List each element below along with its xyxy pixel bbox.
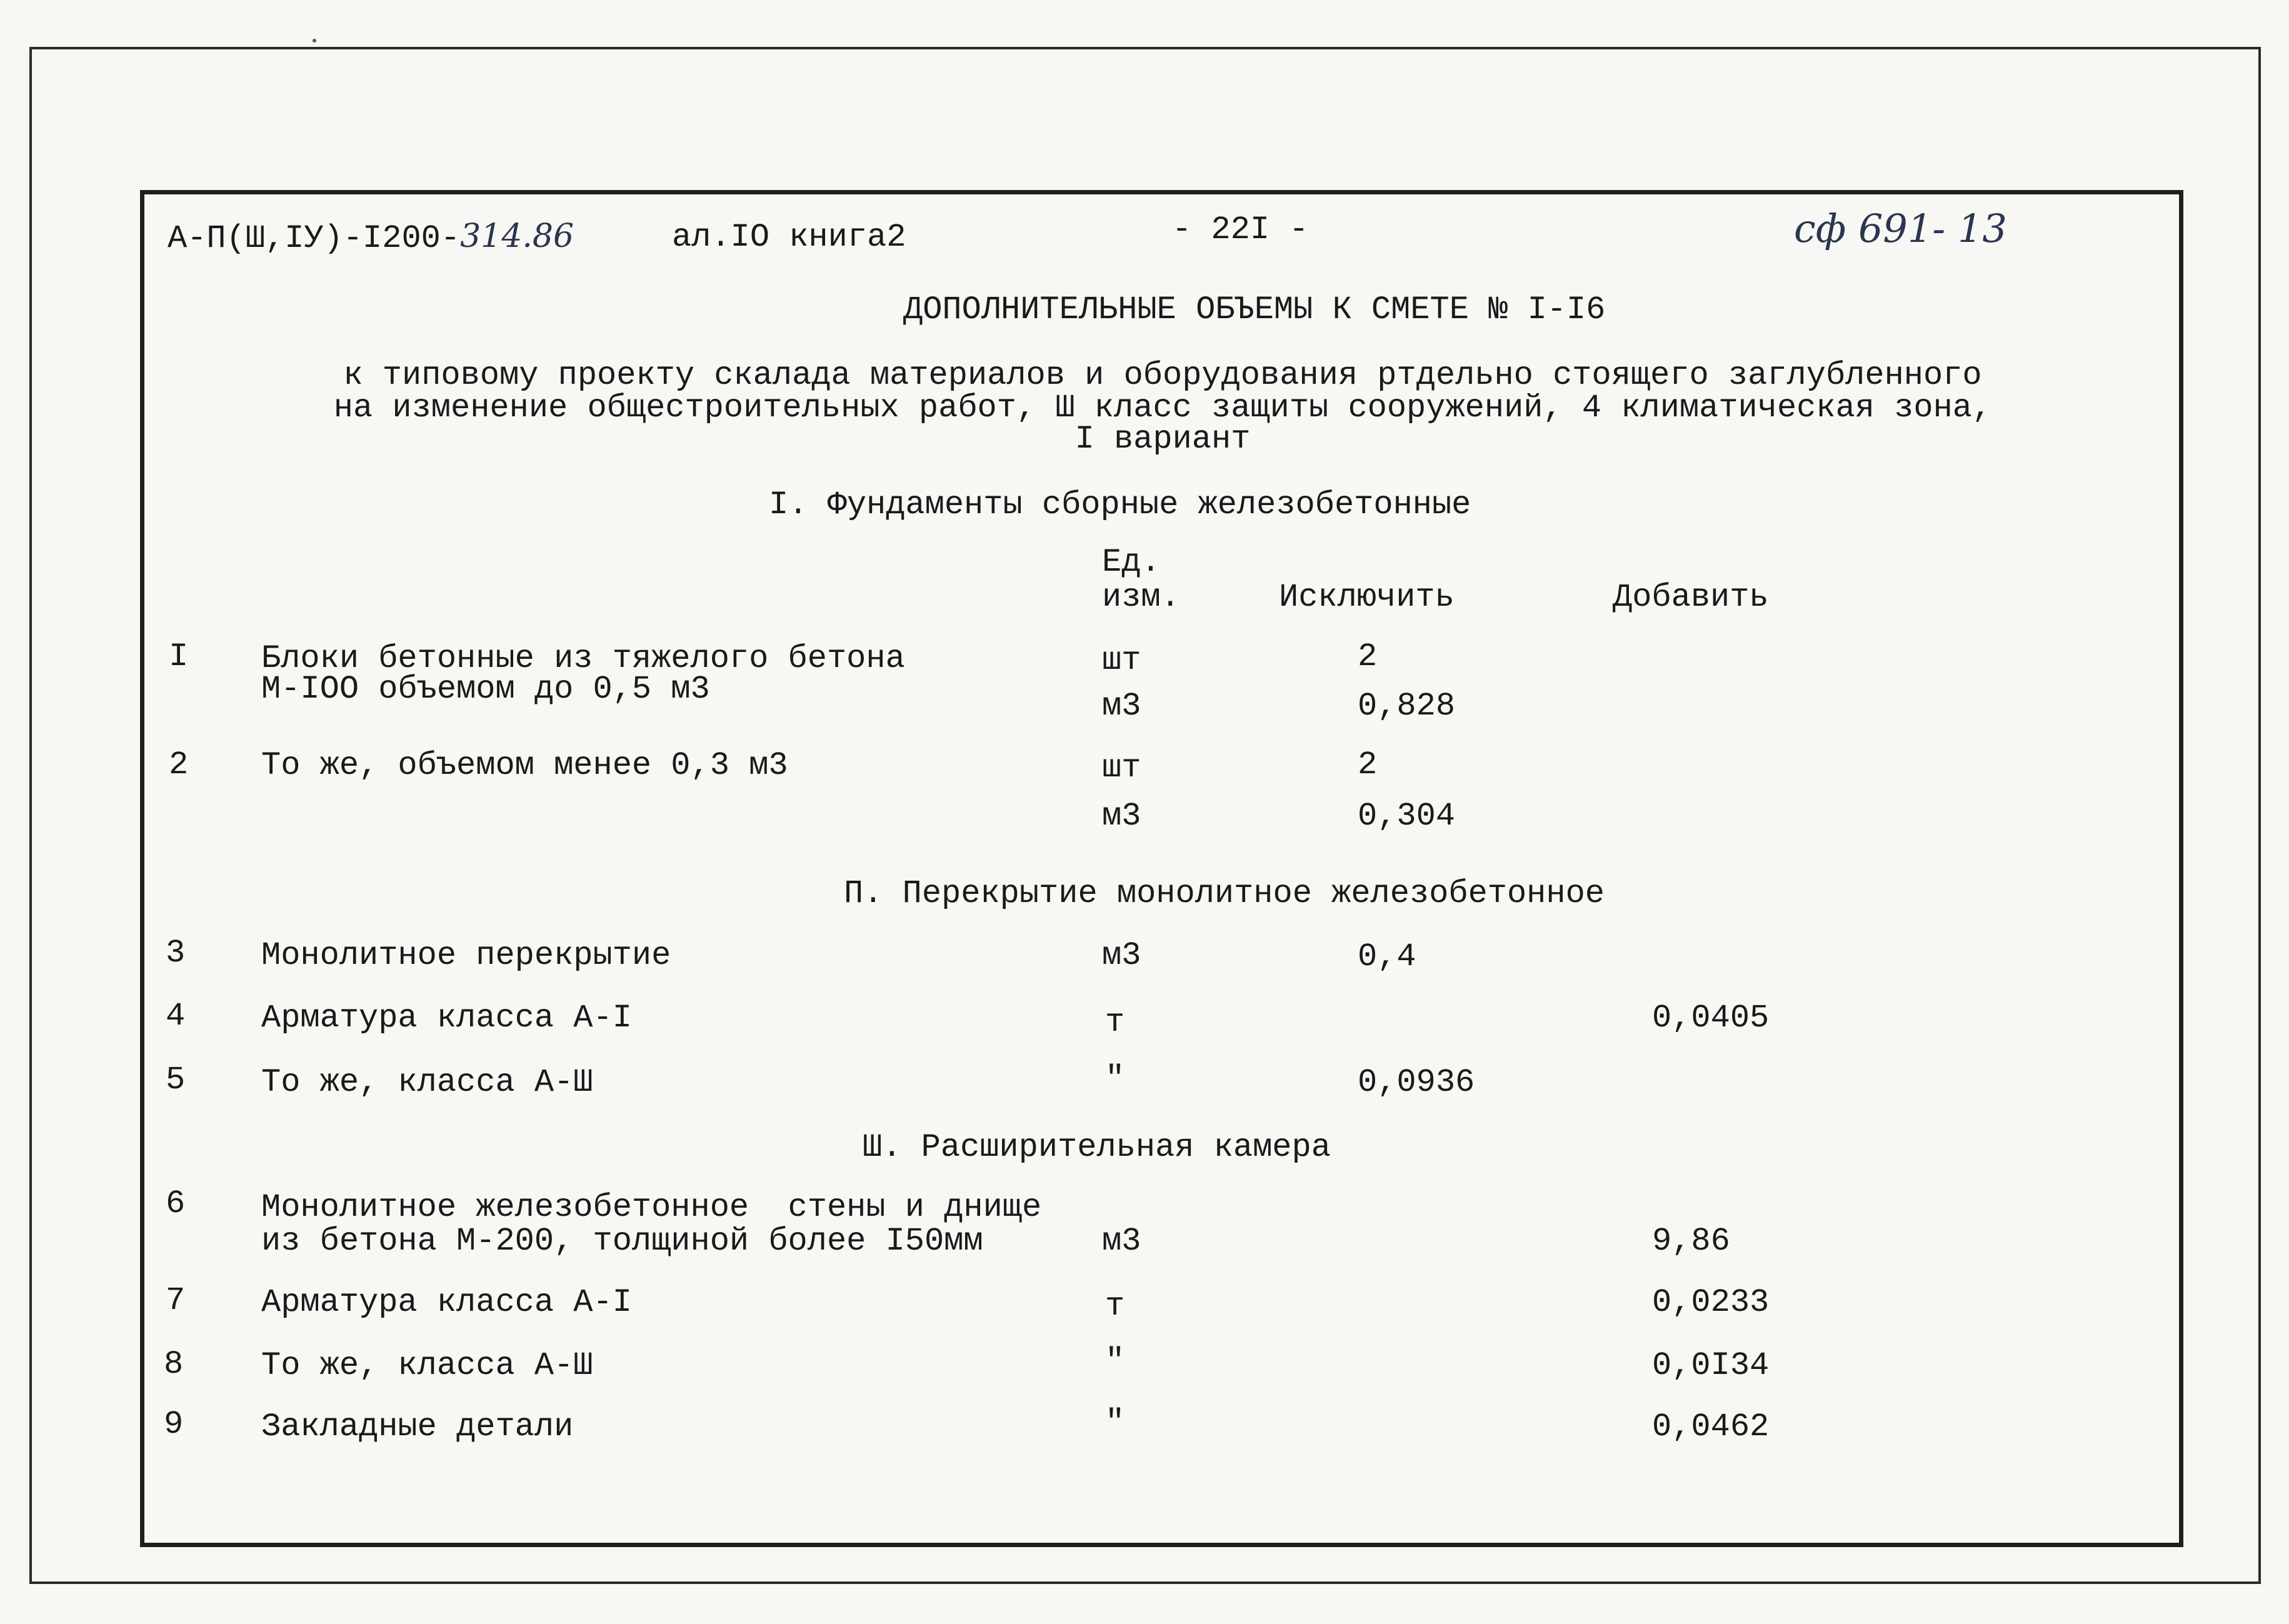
row-exclude-value: 0,0936	[1358, 1064, 1475, 1101]
row-description: То же, объемом менее 0,3 м3	[261, 747, 788, 784]
handwritten-reference: сф 691- 13	[1794, 206, 2007, 251]
row-exclude-value: 2	[1358, 746, 1378, 783]
row-number: 5	[166, 1061, 186, 1098]
row-exclude-value: 0,4	[1358, 938, 1416, 975]
row-unit: т	[1105, 1288, 1125, 1325]
row-description: Блоки бетонные из тяжелого бетона	[261, 640, 905, 677]
row-description: Арматура класса А-I	[261, 1000, 632, 1036]
row-add-value: 0,0462	[1652, 1408, 1770, 1445]
document-code-typed: А-П(Ш,IУ)-I200-	[168, 220, 461, 257]
column-header-exclude: Исключить	[1279, 579, 1455, 616]
row-unit: м3	[1102, 937, 1141, 974]
section-title: П. Перекрытие монолитное железобетонное	[844, 875, 1605, 912]
row-number: 7	[166, 1282, 186, 1319]
row-unit: шт	[1102, 749, 1141, 786]
row-description: Монолитное перекрытие	[261, 937, 671, 974]
subtitle-line-2: на изменение общестроительных работ, Ш класс защиты сооружений, 4 климатическая зона,	[333, 389, 1992, 426]
row-description: Закладные детали	[261, 1408, 574, 1445]
document-code	[168, 220, 574, 255]
row-description: То же, класса А-Ш	[261, 1064, 593, 1101]
row-description: из бетона М-200, толщиной более I50мм	[261, 1223, 983, 1260]
row-number: 3	[166, 935, 186, 971]
row-description: Арматура класса А-I	[261, 1284, 632, 1321]
row-unit: "	[1105, 1404, 1125, 1441]
row-add-value: 9,86	[1652, 1223, 1730, 1260]
row-add-value: 0,0233	[1652, 1284, 1770, 1321]
row-number: 8	[164, 1346, 184, 1383]
row-exclude-value: 0,304	[1358, 798, 1456, 835]
row-exclude-value: 0,828	[1358, 688, 1456, 724]
page-number: - 22I -	[1172, 211, 1309, 248]
column-header-unit: Ед.	[1102, 544, 1161, 581]
section-title: I. Фундаменты сборные железобетонные	[769, 486, 1471, 523]
row-add-value: 0,0405	[1652, 1000, 1770, 1036]
row-unit: т	[1105, 1004, 1125, 1041]
section-title: Ш. Расширительная камера	[863, 1129, 1331, 1166]
row-unit: м3	[1102, 688, 1141, 724]
row-unit: м3	[1102, 1223, 1141, 1260]
scan-speck	[313, 39, 316, 43]
subtitle-line-1: к типовому проекту скалада материалов и оборудования ртдельно стоящего заглубленного	[343, 357, 1982, 394]
row-exclude-value: 2	[1358, 638, 1378, 675]
row-unit: "	[1105, 1060, 1125, 1097]
column-header-unit: изм.	[1102, 579, 1180, 616]
row-number: 2	[169, 746, 189, 783]
row-number: 4	[166, 998, 186, 1035]
row-unit: шт	[1102, 642, 1141, 679]
row-unit: "	[1105, 1343, 1125, 1380]
row-number: 9	[164, 1406, 184, 1443]
row-number: I	[169, 638, 189, 675]
document-title: ДОПОЛНИТЕЛЬНЫЕ ОБЪЕМЫ К СМЕТЕ № I-I6	[903, 291, 1606, 328]
row-add-value: 0,0I34	[1652, 1347, 1770, 1384]
row-description: То же, класса А-Ш	[261, 1347, 593, 1384]
row-description: М-IOO объемом до 0,5 м3	[261, 671, 710, 708]
subtitle-line-3: I вариант	[1074, 421, 1251, 458]
row-description: Монолитное железобетонное стены и днище	[261, 1189, 1042, 1226]
row-unit: м3	[1102, 798, 1141, 835]
column-header-add: Добавить	[1613, 579, 1769, 616]
album-label: ал.IO книга2	[672, 219, 906, 256]
row-number: 6	[166, 1185, 186, 1222]
document-code-handwritten: 314.86	[460, 218, 574, 255]
